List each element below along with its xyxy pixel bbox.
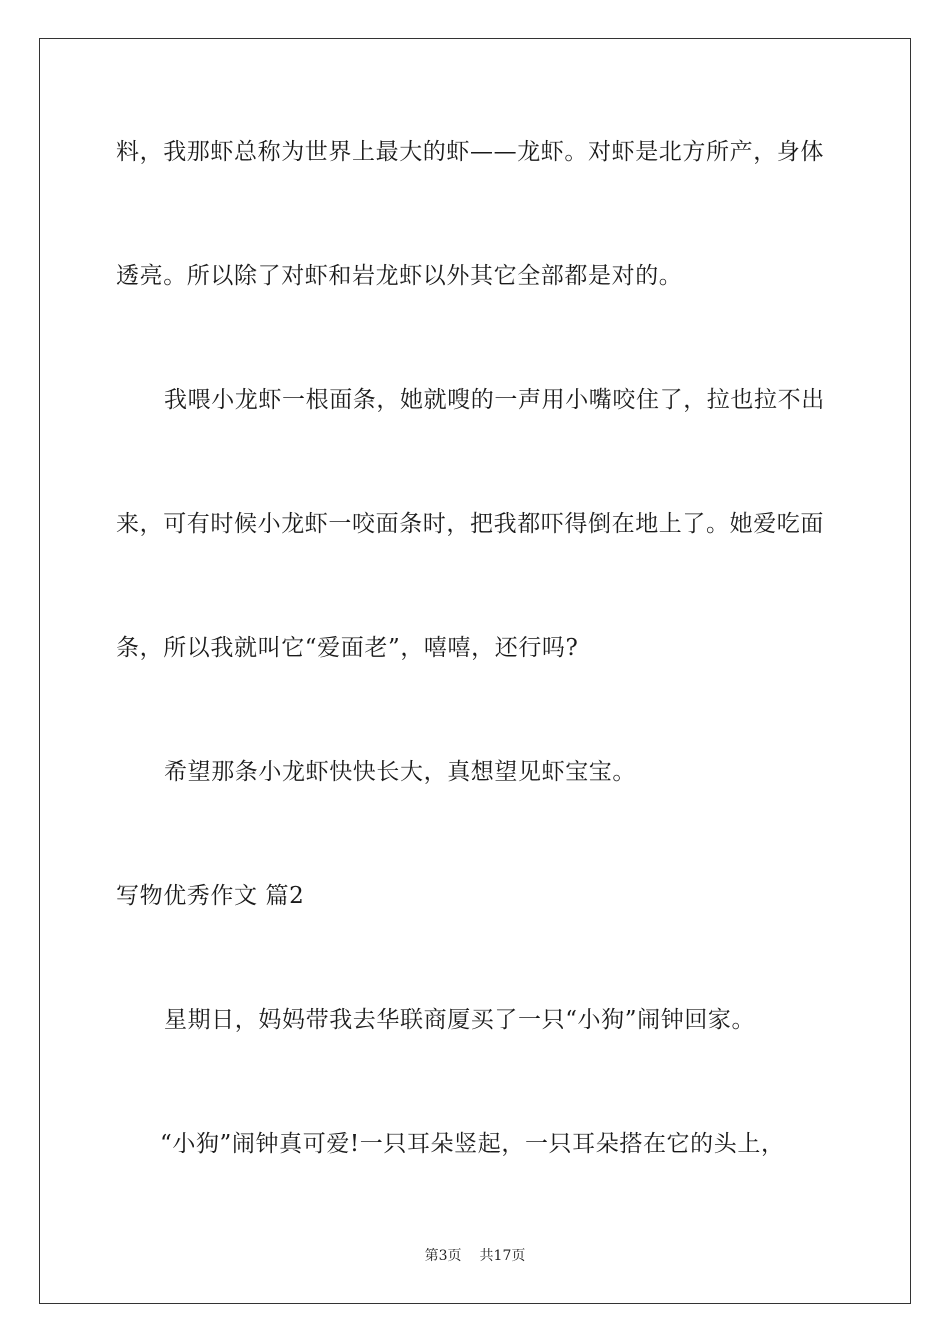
page-total: 共17页 (479, 1248, 526, 1264)
text-line-5: 条，所以我就叫它“爱面老”，嘻嘻，还行吗? (116, 635, 579, 661)
text-line-3: 我喂小龙虾一根面条，她就嗖的一声用小嘴咬住了，拉也拉不出 (164, 387, 825, 413)
text-line-4: 来，可有时候小龙虾一咬面条时，把我都吓得倒在地上了。她爱吃面 (116, 511, 824, 537)
text-line-6: 希望那条小龙虾快快长大，真想望见虾宝宝。 (164, 759, 636, 785)
section-heading: 写物优秀作文 篇2 (116, 883, 305, 909)
page-footer (0, 1246, 950, 1266)
page-number: 第3页 (424, 1248, 462, 1264)
text-line-9: “小狗”闹钟真可爱!一只耳朵竖起，一只耳朵搭在它的头上， (160, 1131, 785, 1157)
page-border (39, 38, 911, 1304)
text-line-2: 透亮。所以除了对虾和岩龙虾以外其它全部都是对的。 (116, 263, 683, 289)
text-line-1: 料，我那虾总称为世界上最大的虾——龙虾。对虾是北方所产，身体 (116, 139, 824, 165)
text-line-8: 星期日，妈妈带我去华联商厦买了一只“小狗”闹钟回家。 (164, 1007, 756, 1033)
